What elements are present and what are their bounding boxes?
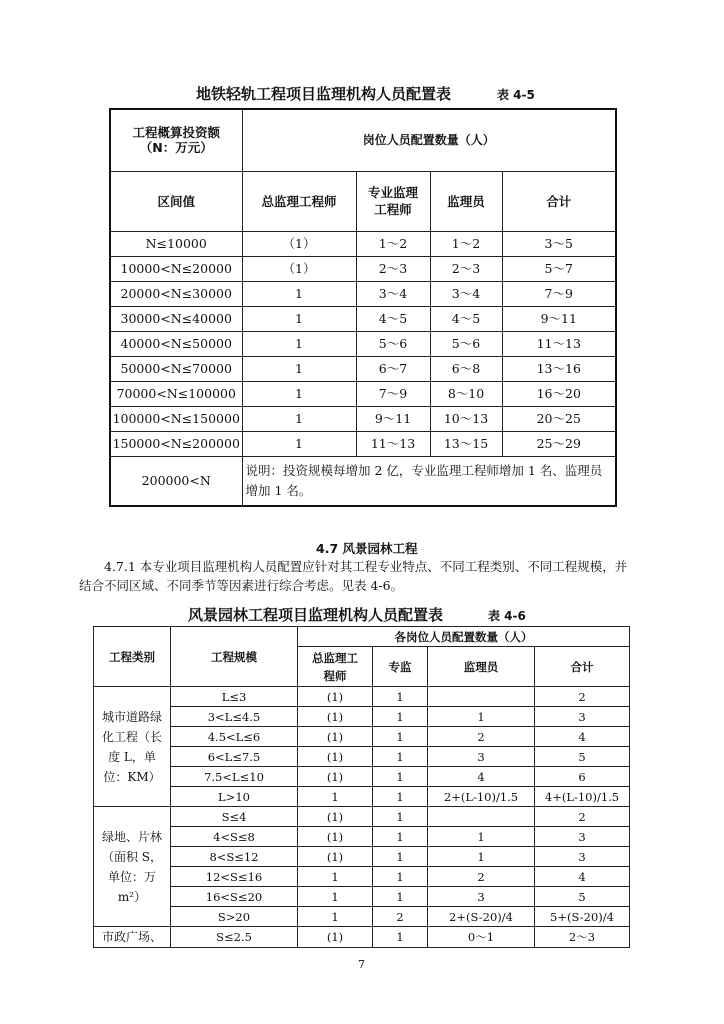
table-cell: 2 [535,807,630,827]
table-cell: 12<S≤16 [171,867,298,887]
category-cell: 绿地、片林（面积 S，单位：万 m²） [94,807,171,927]
table-cell: 0～1 [428,927,535,948]
table-cell: 7～9 [502,281,616,306]
table-cell: (1) [298,927,373,948]
table-cell: 5+(S-20)/4 [535,907,630,927]
col-chief: 总监理工程师 [298,647,373,687]
table-cell: 50000<N≤70000 [110,356,242,381]
table-cell: 9～11 [502,306,616,331]
col-total: 合计 [502,171,616,231]
table-cell: 20000<N≤30000 [110,281,242,306]
table-cell: 4～5 [356,306,430,331]
col-specialist: 专业监理工程师 [356,171,430,231]
table-cell: 1 [373,887,428,907]
table-cell: 3<L≤4.5 [171,707,298,727]
table-cell: 1 [298,907,373,927]
page-number: 7 [358,958,365,971]
table-cell: 4<S≤8 [171,827,298,847]
table-4-6 [93,626,630,948]
table-cell: S≤2.5 [171,927,298,948]
table-cell: 2 [373,907,428,927]
col-chief: 总监理工程师 [242,171,356,231]
table-cell: 1 [242,281,356,306]
table-4-5 [109,108,617,507]
col-supervisor: 监理员 [430,171,502,231]
table-cell: (1) [298,747,373,767]
table-cell: 4 [428,767,535,787]
table-cell: L≤3 [171,687,298,707]
table-cell: 2～3 [356,256,430,281]
col-scale: 工程规模 [171,627,298,687]
table-row [110,431,616,456]
table-cell: 5～6 [430,331,502,356]
table2-number: 表 4-6 [488,609,526,623]
table-cell: 25～29 [502,431,616,456]
table-cell: 3 [535,827,630,847]
table-cell: 1 [373,727,428,747]
col-positions: 各岗位人员配置数量（人） [298,627,630,647]
table-cell: 13～16 [502,356,616,381]
header-invest: 工程概算投资额 （N：万元） [110,109,242,171]
table-cell: 1 [373,927,428,948]
table-cell [428,807,535,827]
table-cell: L>10 [171,787,298,807]
table-cell: 1 [242,356,356,381]
table1-title: 地铁轻轨工程项目监理机构人员配置表 [196,85,452,103]
table-cell: 9～11 [356,406,430,431]
table1-note: 说明：投资规模每增加 2 亿，专业监理工程师增加 1 名、监理员增加 1 名。 [242,456,616,506]
table-cell: 1 [298,887,373,907]
table-cell: 8<S≤12 [171,847,298,867]
table-cell: 5 [535,747,630,767]
table-cell: 10～13 [430,406,502,431]
table-cell: 2 [535,687,630,707]
table-row [110,381,616,406]
table-cell: 4.5<L≤6 [171,727,298,747]
table-cell: (1) [298,847,373,867]
table-cell: 1 [373,707,428,727]
table-cell: 4～5 [430,306,502,331]
table-cell: 3 [428,747,535,767]
table-cell: 2+(S-20)/4 [428,907,535,927]
table-cell: 13～15 [430,431,502,456]
section-heading: 4.7 风景园林工程 [316,541,418,556]
table-cell: 16～20 [502,381,616,406]
table-row [94,727,630,747]
table-cell: 1 [242,331,356,356]
table-cell: 1 [242,381,356,406]
table-cell: 1 [373,687,428,707]
category-cell: 市政广场、 [94,927,171,948]
table-row [94,707,630,727]
table-row [110,256,616,281]
table-cell: 1 [373,747,428,767]
table-cell: 1～2 [430,231,502,256]
table-cell: 1 [242,406,356,431]
table-cell: 5 [535,887,630,907]
table-row [110,231,616,256]
table-cell: S≤4 [171,807,298,827]
table-cell: 3 [535,707,630,727]
table-row [110,406,616,431]
table-cell: 2 [428,727,535,747]
table-cell: (1) [298,687,373,707]
table-cell: 1 [428,707,535,727]
table-cell: （1） [242,231,356,256]
table-cell: 8～10 [430,381,502,406]
table-cell: 1 [373,767,428,787]
table-cell: 10000<N≤20000 [110,256,242,281]
table-cell: 1 [373,827,428,847]
table-cell: 2 [428,867,535,887]
table2-title: 风景园林工程项目监理机构人员配置表 [188,606,444,624]
table-cell: 4 [535,867,630,887]
section-paragraph: 4.7.1 本专业项目监理机构人员配置应针对其工程专业特点、不同工程类别、不同工程规模，并结合不同区域、不同季节等因素进行综合考虑。见表 4-6。 [79,559,628,593]
table-cell: 1 [373,807,428,827]
table-cell: 6～7 [356,356,430,381]
table-cell: 1～2 [356,231,430,256]
table-cell: 4+(L-10)/1.5 [535,787,630,807]
table-cell: (1) [298,707,373,727]
col-specialist: 专监 [373,647,428,687]
table-cell: (1) [298,827,373,847]
table-cell: 1 [373,847,428,867]
table-cell: (1) [298,767,373,787]
table-cell: 6<L≤7.5 [171,747,298,767]
header-positions: 岗位人员配置数量（人） [242,109,616,171]
table-cell: 3～4 [356,281,430,306]
table-cell: (1) [298,807,373,827]
table-cell: 2～3 [430,256,502,281]
table-cell: 5～7 [502,256,616,281]
table-cell: 1 [298,867,373,887]
table-cell: 150000<N≤200000 [110,431,242,456]
category-cell: 城市道路绿化工程（长度 L，单位：KM） [94,687,171,807]
table-row [110,331,616,356]
table-cell: （1） [242,256,356,281]
col-range: 区间值 [110,171,242,231]
table-row [94,787,630,807]
table-cell: 1 [242,431,356,456]
table-cell: 6～8 [430,356,502,381]
table-cell: 4 [535,727,630,747]
table-row [94,767,630,787]
table-row [94,867,630,887]
table-cell: 1 [373,867,428,887]
table-cell: 30000<N≤40000 [110,306,242,331]
col-category: 工程类别 [94,627,171,687]
table-cell: N≤10000 [110,231,242,256]
table-cell: 2+(L-10)/1.5 [428,787,535,807]
table-cell: 5～6 [356,331,430,356]
table-cell: 1 [428,847,535,867]
table-cell: 3 [428,887,535,907]
table-cell: (1) [298,727,373,747]
table-cell: 1 [242,306,356,331]
table-cell: 70000<N≤100000 [110,381,242,406]
table-row [94,927,630,948]
table-cell: 11～13 [356,431,430,456]
table-cell: 1 [428,827,535,847]
table-cell: 20～25 [502,406,616,431]
table1-number: 表 4-5 [497,88,535,102]
table-cell: 6 [535,767,630,787]
table-cell: 7.5<L≤10 [171,767,298,787]
table-cell: 3～4 [430,281,502,306]
table-cell: 7～9 [356,381,430,406]
table-cell [428,687,535,707]
table-row [110,356,616,381]
table-cell: 11～13 [502,331,616,356]
table-cell: 3～5 [502,231,616,256]
table-row [110,281,616,306]
table-cell: 1 [298,787,373,807]
table-row [94,827,630,847]
table-cell: 40000<N≤50000 [110,331,242,356]
table-cell: 1 [373,787,428,807]
table-row [94,887,630,907]
table-row [94,907,630,927]
col-total: 合计 [535,647,630,687]
table-cell: 100000<N≤150000 [110,406,242,431]
table-row [94,847,630,867]
table-row [94,747,630,767]
table-cell: 16<S≤20 [171,887,298,907]
table-row [110,306,616,331]
range-cell: 200000<N [110,456,242,506]
col-supervisor: 监理员 [428,647,535,687]
table-cell: 3 [535,847,630,867]
table-row [94,807,630,827]
table-cell: 2～3 [535,927,630,948]
table-row [94,687,630,707]
table-cell: S>20 [171,907,298,927]
